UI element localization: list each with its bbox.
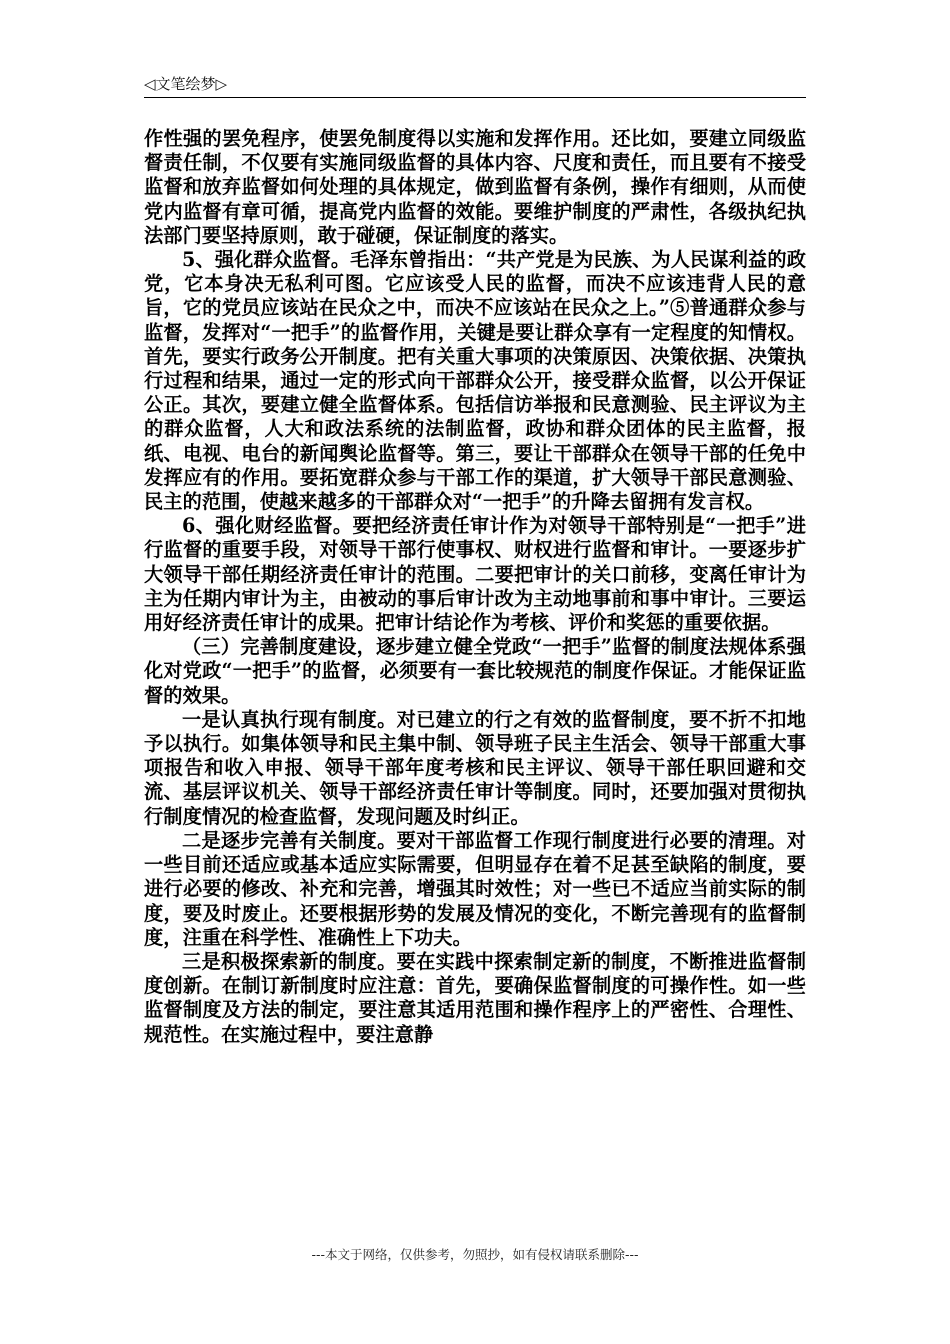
header-label: ◁文笔绘梦▷ bbox=[144, 75, 228, 93]
paragraph-point-two: 二是逐步完善有关制度。要对干部监督工作现行制度进行必要的清理。对一些目前还适应或基本适应实际需要，但明显存在着不足甚至缺陷的制度，要进行必要的修改、补充和完善，增强其时效性；对一些已不适应当前实际的制度，要及时废止。还要根据形势的发展及情况的变化，不断完善现有的监督制度，注重在科学性、准确性上下功夫。 bbox=[144, 828, 806, 949]
document-body bbox=[144, 127, 806, 1047]
paragraph-mass-supervision: 5、强化群众监督。毛泽东曾指出：“共产党是为民族、为人民谋利益的政党，它本身决无私利可图。它应该受人民的监督，而决不应该违背人民的意旨，它的党员应该站在民众之中，而决不应该站在民众之上。”⑤普通群众参与监督，发挥对“一把手”的监督作用，关键是要让群众享有一定程度的知情权。首先，要实行政务公开制度。把有关重大事项的决策原因、决策依据、决策执行过程和结果，通过一定的形式向干部群众公开，接受群众监督，以公开保证公正。其次，要建立健全监督体系。包括信访举报和民意测验、民主评议为主的群众监督，人大和政法系统的法制监督，政协和群众团体的民主监督，报纸、电视、电台的新闻舆论监督等。第三，要让干部群众在领导干部的任免中发挥应有的作用。要拓宽群众参与干部工作的渠道，扩大领导干部民意测验、民主的范围，使越来越多的干部群众对“一把手”的升降去留拥有发言权。 bbox=[144, 248, 806, 514]
paragraph-point-three: 三是积极探索新的制度。要在实践中探索制定新的制度，不断推进监督制度创新。在制订新制度时应注意：首先，要确保监督制度的可操作性。如一些监督制度及方法的制定，要注意其适用范围和操作程序上的严密性、合理性、规范性。在实施过程中，要注意静 bbox=[144, 949, 806, 1046]
page-header bbox=[144, 71, 806, 98]
paragraph-section-three-heading: （三）完善制度建设，逐步建立健全党政“一把手”监督的制度法规体系强化对党政“一把手”的监督，必须要有一套比较规范的制度作保证。才能保证监督的效果。 bbox=[144, 635, 806, 707]
paragraph-point-one: 一是认真执行现有制度。对已建立的行之有效的监督制度，要不折不扣地予以执行。如集体领导和民主集中制、领导班子民主生活会、领导干部重大事项报告和收入申报、领导干部年度考核和民主评议、领导干部任职回避和交流、基层评议机关、领导干部经济责任审计等制度。同时，还要加强对贯彻执行制度情况的检查监督，发现问题及时纠正。 bbox=[144, 707, 806, 828]
paragraph-continuation: 作性强的罢免程序，使罢免制度得以实施和发挥作用。还比如，要建立同级监督责任制，不仅要有实施同级监督的具体内容、尺度和责任，而且要有不接受监督和放弃监督如何处理的具体规定，做到监督有条例，操作有细则，从而使党内监督有章可循，提高党内监督的效能。要维护制度的严肃性，各级执纪执法部门要坚持原则，敢于碰硬，保证制度的落实。 bbox=[144, 127, 806, 247]
paragraph-financial-supervision: 6、强化财经监督。要把经济责任审计作为对领导干部特别是“一把手”进行监督的重要手段，对领导干部行使事权、财权进行监督和审计。一要逐步扩大领导干部任期经济责任审计的范围。二要把审计的关口前移，变离任审计为主为任期内审计为主，由被动的事后审计改为主动地事前和事中审计。三要运用好经济责任审计的成果。把审计结论作为考核、评价和奖惩的重要依据。 bbox=[144, 514, 806, 635]
page-footer: ---本文于网络，仅供参考，勿照抄，如有侵权请联系删除--- bbox=[311, 1247, 639, 1262]
